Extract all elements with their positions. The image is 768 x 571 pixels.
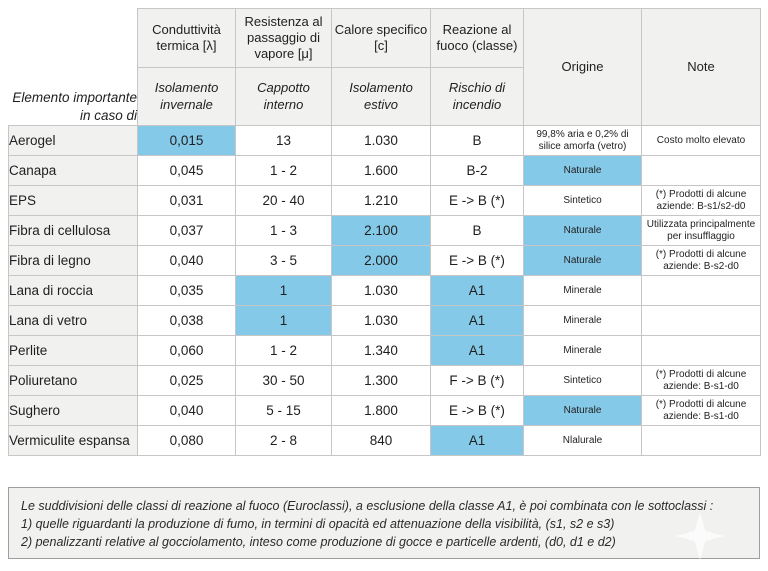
material-name: Lana di roccia	[9, 276, 138, 306]
cell-resistenza: 3 - 5	[236, 246, 332, 276]
cell-calore: 1.340	[332, 336, 431, 366]
cell-origine: Minerale	[524, 306, 642, 336]
cell-resistenza: 1 - 3	[236, 216, 332, 246]
table-row	[9, 306, 761, 336]
insulation-comparison-table	[8, 8, 761, 456]
cell-reazione: F -> B (*)	[431, 366, 524, 396]
table-row	[9, 426, 761, 456]
cell-conduttivita: 0,080	[138, 426, 236, 456]
material-name: Aerogel	[9, 126, 138, 156]
cell-conduttivita: 0,040	[138, 396, 236, 426]
table-row	[9, 186, 761, 216]
cell-conduttivita: 0,025	[138, 366, 236, 396]
cell-origine: Naturale	[524, 246, 642, 276]
col-subheader-cappotto-interno: Cappotto interno	[236, 68, 332, 126]
material-name: Fibra di legno	[9, 246, 138, 276]
cell-origine: Minerale	[524, 276, 642, 306]
cell-origine: Naturale	[524, 396, 642, 426]
cell-origine: Minerale	[524, 336, 642, 366]
table-row	[9, 126, 761, 156]
cell-reazione: B	[431, 126, 524, 156]
cell-origine: 99,8% aria e 0,2% di silice amorfa (vetro)	[524, 126, 642, 156]
cell-reazione: B-2	[431, 156, 524, 186]
col-subheader-isolamento-estivo: Isolamento estivo	[332, 68, 431, 126]
cell-calore: 1.210	[332, 186, 431, 216]
table-row	[9, 336, 761, 366]
cell-conduttivita: 0,031	[138, 186, 236, 216]
cell-calore: 1.600	[332, 156, 431, 186]
cell-conduttivita: 0,035	[138, 276, 236, 306]
footer-line-1: Le suddivisioni delle classi di reazione al fuoco (Euroclassi), a esclusione della classe A1, è poi combinata con le sottoclassi :	[21, 499, 714, 513]
col-header-origine: Origine	[524, 9, 642, 126]
col-header-note: Note	[642, 9, 761, 126]
footer-line-2: 1) quelle riguardanti la produzione di fumo, in termini di opacità ed attenuazione della visibilità, (s1, s2 e s3)	[21, 517, 615, 532]
cell-resistenza: 2 - 8	[236, 426, 332, 456]
corner-label	[9, 9, 138, 126]
cell-reazione: A1	[431, 276, 524, 306]
cell-calore: 1.300	[332, 366, 431, 396]
material-name: Sughero	[9, 396, 138, 426]
cell-note: Utilizzata principalmente per insufflaggio	[642, 216, 761, 246]
cell-note	[642, 426, 761, 456]
col-header-reazione: Reazione al fuoco (classe)	[431, 9, 524, 68]
cell-note: (*) Prodotti di alcune aziende: B-s1-d0	[642, 366, 761, 396]
corner-label-line2: in caso di	[79, 107, 137, 123]
cell-origine: Naturale	[524, 156, 642, 186]
cell-resistenza: 30 - 50	[236, 366, 332, 396]
cell-reazione: E -> B (*)	[431, 246, 524, 276]
cell-calore: 1.800	[332, 396, 431, 426]
cell-reazione: A1	[431, 306, 524, 336]
cell-reazione: E -> B (*)	[431, 396, 524, 426]
cell-reazione: E -> B (*)	[431, 186, 524, 216]
cell-note	[642, 306, 761, 336]
col-header-conduttivita: Conduttività termica [λ]	[138, 9, 236, 68]
footer-line-3: 2) penalizzanti relative al gocciolamento, inteso come produzione di gocce e particelle ardenti, (d0, d1 e d2)	[21, 535, 616, 550]
cell-resistenza: 20 - 40	[236, 186, 332, 216]
cell-resistenza: 1	[236, 306, 332, 336]
cell-calore: 1.030	[332, 306, 431, 336]
cell-calore: 840	[332, 426, 431, 456]
cell-origine: Sintetico	[524, 186, 642, 216]
table-row	[9, 396, 761, 426]
col-header-resistenza: Resistenza al passaggio di vapore [μ]	[236, 9, 332, 68]
table-row	[9, 216, 761, 246]
cell-origine: Sintetico	[524, 366, 642, 396]
cell-calore: 2.000	[332, 246, 431, 276]
table-header	[9, 9, 761, 126]
table-row	[9, 366, 761, 396]
cell-conduttivita: 0,045	[138, 156, 236, 186]
cell-note: Costo molto elevato	[642, 126, 761, 156]
cell-note: (*) Prodotti di alcune aziende: B-s2-d0	[642, 246, 761, 276]
cell-reazione: A1	[431, 336, 524, 366]
material-name: Fibra di cellulosa	[9, 216, 138, 246]
material-name: EPS	[9, 186, 138, 216]
col-subheader-isolamento-invernale: Isolamento invernale	[138, 68, 236, 126]
cell-note	[642, 156, 761, 186]
cell-resistenza: 5 - 15	[236, 396, 332, 426]
cell-conduttivita: 0,060	[138, 336, 236, 366]
table-body	[9, 126, 761, 456]
cell-conduttivita: 0,015	[138, 126, 236, 156]
material-name: Vermiculite espansa	[9, 426, 138, 456]
corner-label-line1: Elemento importante	[12, 89, 137, 105]
cell-origine: Nlalurale	[524, 426, 642, 456]
table-row	[9, 246, 761, 276]
cell-note	[642, 336, 761, 366]
euroclass-note-box	[8, 487, 760, 559]
cell-calore: 1.030	[332, 126, 431, 156]
col-subheader-rischio-incendio: Rischio di incendio	[431, 68, 524, 126]
cell-resistenza: 1	[236, 276, 332, 306]
cell-note: (*) Prodotti di alcune aziende: B-s1-d0	[642, 396, 761, 426]
cell-conduttivita: 0,038	[138, 306, 236, 336]
cell-calore: 1.030	[332, 276, 431, 306]
table-row	[9, 276, 761, 306]
cell-note	[642, 276, 761, 306]
cell-calore: 2.100	[332, 216, 431, 246]
material-name: Perlite	[9, 336, 138, 366]
cell-note: (*) Prodotti di alcune aziende: B-s1/s2-d0	[642, 186, 761, 216]
cell-resistenza: 1 - 2	[236, 336, 332, 366]
cell-origine: Naturale	[524, 216, 642, 246]
material-name: Poliuretano	[9, 366, 138, 396]
cell-reazione: B	[431, 216, 524, 246]
cell-resistenza: 1 - 2	[236, 156, 332, 186]
cell-reazione: A1	[431, 426, 524, 456]
material-name: Lana di vetro	[9, 306, 138, 336]
table-row	[9, 156, 761, 186]
cell-conduttivita: 0,040	[138, 246, 236, 276]
material-name: Canapa	[9, 156, 138, 186]
col-header-calore: Calore specifico [c]	[332, 9, 431, 68]
cell-resistenza: 13	[236, 126, 332, 156]
cell-conduttivita: 0,037	[138, 216, 236, 246]
